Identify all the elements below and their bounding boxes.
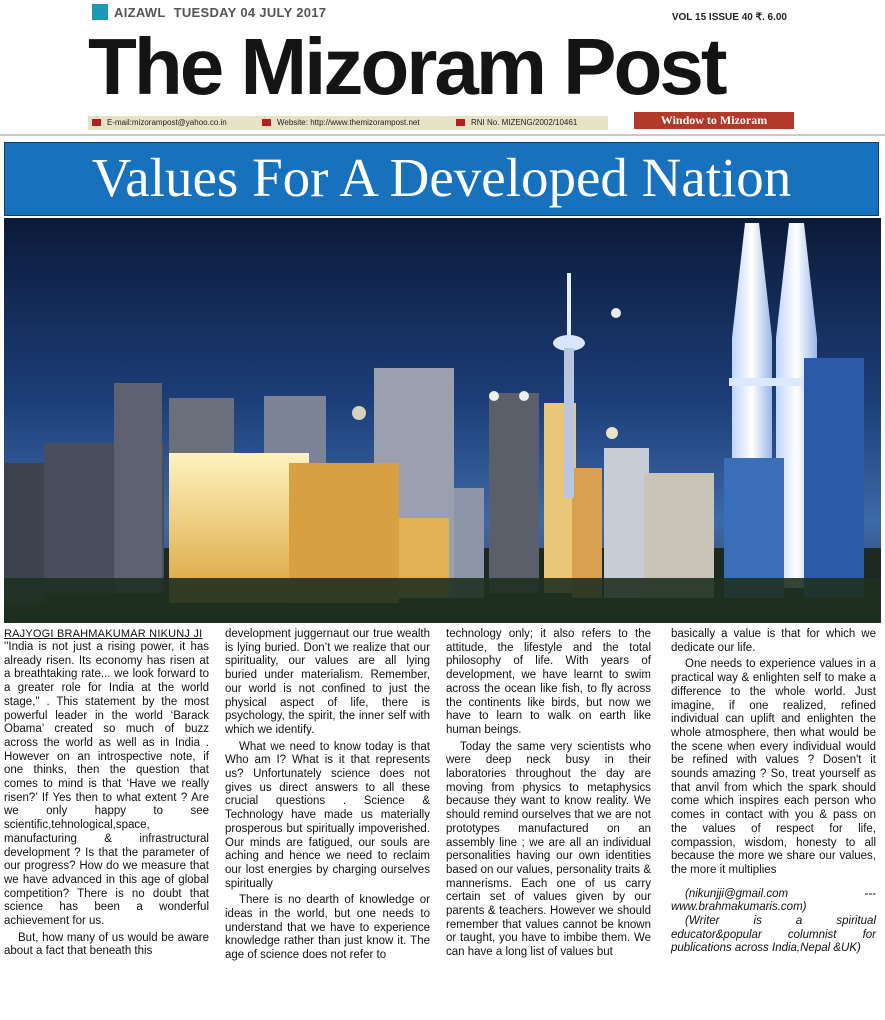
bullet-icon	[456, 119, 465, 126]
dateline-place: AIZAWL	[114, 5, 166, 20]
article-column-3	[446, 628, 651, 963]
paragraph: ''India is not just a rising power, it has already risen. Its economy has risen at a breathtaking rate... we look forward to a greater role for India at the world stage,'' . This statement by the most powerful leader in the world ‘Barack Obama’ created so much of buzz across the world as well as in India . However on an introspective note, if one thinks, then the question that comes to mind is that ‘Have we really risen?’ If Yes then to what extent ? Are we only happy to see scientific,tehnological,space, manufacturing & infrastructural development ? Is that the parameter of our progress? How do we measure that we have advanced in this age of global competition? There is no doubt that science has been a wonderful achievement for us.	[4, 641, 209, 928]
dateline-date: TUESDAY 04 JULY 2017	[173, 5, 327, 20]
article-headline: Values For A Developed Nation	[4, 142, 879, 216]
bullet-icon	[262, 119, 271, 126]
city-skyline-photo	[4, 218, 881, 623]
paragraph: One needs to experience values in a practical way & enlighten self to make a difference to the whole world. Just imagine, if one realized, refined individual can uplift and enlighten the whole atmosphere, then what would be the scene when every individual would be refined with values ? Dosen't it sounds amazing ? So, treat yourself as that anvil from which the spark should come which inspires each person who comes in contact with you & pass on the values of respect for life, compassion, wisdom, honesty to all because the more we share our values, the more it multiplies	[671, 658, 876, 876]
author-contact: (nikunjji@gmail.com --- www.brahmakumaris.com)	[671, 887, 876, 914]
website-item	[262, 116, 420, 130]
email-text: E-mail:mizorampost@yahoo.co.in	[107, 118, 227, 127]
issue-info: VOL 15 ISSUE 40 ₹. 6.00	[671, 12, 787, 23]
paragraph: basically a value is that for which we dedicate our life.	[671, 628, 876, 654]
masthead-divider	[0, 134, 885, 136]
article-column-4	[671, 628, 876, 956]
paragraph: What we need to know today is that Who am I? What is it that represents us? Unfortunately science does not gives us direct answers to all these crucial questions . Science & Technology have made us materially prosperous but spiritually impoverished. Our minds are fatigued, our souls are aching and hence we need to reclaim our lost energies by charging ourselves spiritually	[225, 740, 430, 890]
paragraph: development juggernaut our true wealth is lying buried. Don’t we realize that our spirituality, our values are all lying buried under materialism. Remember, our world is not confined to just the physical aspect of life, there is psychology, the spirit, the inner self with which we identify.	[225, 628, 430, 736]
rni-item	[456, 116, 577, 130]
dateline	[92, 4, 334, 20]
email-item	[92, 116, 227, 130]
paragraph: technology only; it also refers to the attitude, the lifestyle and the total philosophy of life. With years of development, we have learnt to swim across the ocean like fish, to fly across the continents like birds, but now we have to learn to walk on earth like human beings.	[446, 628, 651, 736]
paragraph: There is no dearth of knowledge or ideas in the world, but one needs to understand that we have to experience knowledge rather than just know it. The age of science does not refer to	[225, 894, 430, 962]
article-column-2	[225, 628, 430, 966]
writer-note: (Writer is a spiritual educator&popular columnist for publications across India,Nepal &UK)	[671, 915, 876, 955]
bullet-icon	[92, 119, 101, 126]
byline: RAJYOGI BRAHMAKUMAR NIKUNJ JI	[4, 628, 203, 640]
paragraph: But, how many of us would be aware about a fact that beneath this	[4, 931, 209, 958]
newspaper-title: The Mizoram Post	[88, 22, 725, 111]
masthead	[0, 0, 885, 140]
article-column-1	[4, 641, 209, 962]
author-signature	[671, 888, 876, 957]
paragraph: Today the same very scientists who were deep neck busy in their laboratories throughout the day are moving from physics to metaphysics because they want to know reality. We should remind ourselves that we are not prototypes manufactured on an assembly line ; we are all an individual personalities having our own identities based on our values, personality traits & mannerisms. Each one of us carry certain set of values given by our parents & teachers. However we should remember that values cannot be known or taught, you have to imbibe them. We can have a long list of values but	[446, 740, 651, 959]
contact-bar	[88, 116, 608, 130]
website-text: Website: http://www.themizorampost.net	[277, 118, 420, 127]
rni-text: RNI No. MIZENG/2002/10461	[471, 118, 578, 127]
tagline-badge: Window to Mizoram	[634, 112, 794, 129]
brand-square-icon	[92, 4, 108, 20]
